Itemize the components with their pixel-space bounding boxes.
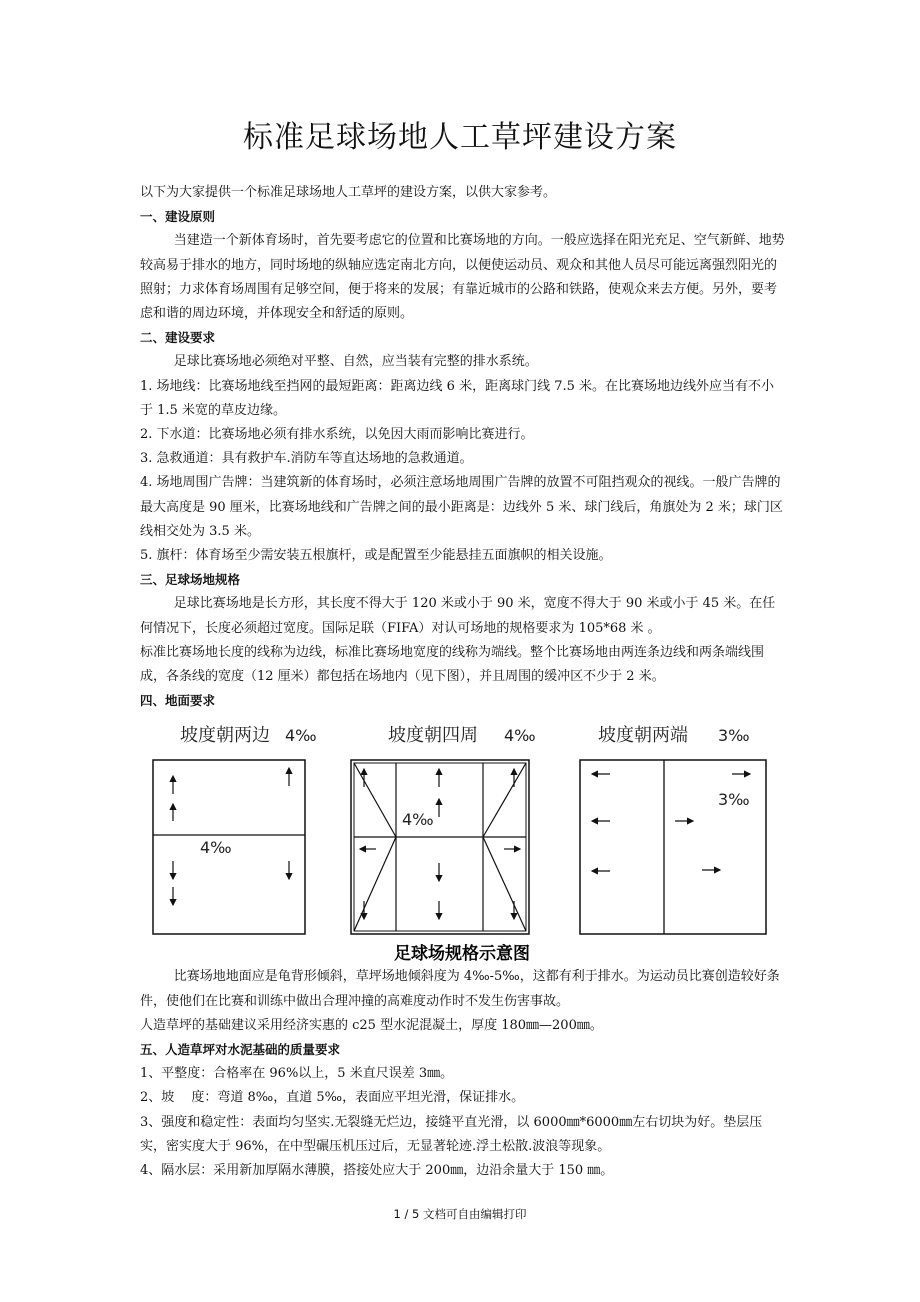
requirement-item: 4. 场地周围广告牌：当建筑新的体育场时，必须注意场地周围广告牌的放置不可阻挡观众的视线。一般广告牌的最大高度是 90 厘米，比赛场地线和广告牌之间的最小距离是：边线外 5 米、球门线后，角旗处为 2 米；球门区线相交处为 3.5 米。	[140, 475, 783, 539]
section-heading-principles: 一、建设原则	[140, 209, 216, 225]
diagram-pct-around: 4‰	[504, 726, 536, 746]
field-slope-diagram	[140, 713, 785, 965]
document-body	[140, 181, 785, 1183]
field-around-pct: 4‰	[402, 810, 434, 830]
quality-item: 1、平整度：合格率在 96%以上，5 米直尺误差 3㎜。	[140, 1066, 454, 1082]
section-heading-specs: 三、足球场地规格	[140, 572, 241, 588]
section-heading-quality: 五、人造草坪对水泥基础的质量要求	[140, 1042, 341, 1058]
field-ends-pct: 3‰	[718, 790, 750, 810]
diagram-pct-sides: 4‰	[285, 726, 317, 746]
requirements-paragraph: 足球比赛场地必须绝对平整、自然，应当装有完整的排水系统。	[173, 354, 538, 370]
diagram-label-around: 坡度朝四周	[388, 725, 478, 747]
ground-paragraph-1: 比赛场地地面应是龟背形倾斜，草坪场地倾斜度为 4‰-5‰，这都有利于排水。为运动员比赛创造较好条件，使他们在比赛和训练中做出合理冲撞的高难度动作时不发生伤害事故。	[140, 969, 780, 1009]
requirement-item: 2. 下水道：比赛场地必须有排水系统，以免因大雨而影响比赛进行。	[140, 427, 534, 443]
diagram-label-sides: 坡度朝两边	[180, 725, 270, 747]
requirement-item: 3. 急救通道：具有救护车.消防车等直达场地的急救通道。	[140, 451, 473, 467]
requirement-item: 5. 旗杆：体育场至少需安装五根旗杆，或是配置至少能悬挂五面旗帜的相关设施。	[140, 548, 612, 564]
field-sides-pct: 4‰	[200, 838, 232, 858]
section-heading-requirements: 二、建设要求	[140, 330, 216, 346]
specs-paragraph-2: 标准比赛场地长度的线称为边线，标准比赛场地宽度的线称为端线。整个比赛场地由两连条边线和两条端线围成，各条线的宽度（12 厘米）都包括在场地内（见下图），并且周围的缓冲区不少于 2 米。	[140, 644, 765, 685]
diagram-caption: 足球场规格示意图	[394, 944, 530, 965]
quality-item: 2、坡 度：弯道 8‰，直道 5‰，表面应平坦光滑，保证排水。	[140, 1090, 525, 1106]
field-around	[351, 760, 529, 934]
page-footer: 1 / 5 文档可自由编辑打印	[393, 1207, 527, 1221]
diagram-label-ends: 坡度朝两端	[598, 725, 688, 747]
section-heading-ground: 四、地面要求	[140, 693, 216, 709]
field-sides	[153, 760, 305, 934]
quality-item: 4、隔水层：采用新加厚隔水薄膜，搭接处应大于 200㎜，边沿余量大于 150 ㎜。	[140, 1163, 614, 1179]
intro-paragraph: 以下为大家提供一个标准足球场地人工草坪的建设方案，以供大家参考。	[140, 185, 557, 200]
ground-paragraph-2: 人造草坪的基础建议采用经济实惠的 c25 型水泥混凝土，厚度 180㎜—200㎜。	[140, 1017, 603, 1033]
field-ends	[580, 760, 766, 934]
principles-paragraph: 当建造一个新体育场时，首先要考虑它的位置和比赛场地的方向。一般应选择在阳光充足、空气新鲜、地势较高易于排水的地方，同时场地的纵轴应选定南北方向，以便使运动员、观众和其他人员尽可能远离强烈阳光的照射；力求体育场周围有足够空间，便于将来的发展；有靠近城市的公路和铁路，使观众来去方便。另外，要考虑和谐的周边环境，并体现安全和舒适的原则。	[140, 233, 785, 322]
requirement-item: 1. 场地线：比赛场地线至挡网的最短距离：距离边线 6 米，距离球门线 7.5 米。在比赛场地边线外应当有不小于 1.5 米宽的草皮边缘。	[140, 378, 775, 418]
diagram-pct-ends: 3‰	[718, 726, 750, 746]
document-title: 标准足球场地人工草坪建设方案	[243, 120, 677, 155]
diagram-svg	[140, 713, 785, 965]
specs-paragraph-1: 足球比赛场地是长方形，其长度不得大于 120 米或小于 90 米，宽度不得大于 90 米或小于 45 米。在任何情况下，长度必须超过宽度。国际足联（FIFA）对认可场地的规格要求为 105*68 米 。	[140, 596, 776, 636]
quality-item: 3、强度和稳定性：表面均匀坚实.无裂缝无烂边，接缝平直光滑，以 6000㎜*6000㎜左右切块为好。垫层压实，密实度大于 96%，在中型碾压机压过后，无显著轮迹.浮土松散.波浪等现象。	[140, 1114, 763, 1154]
